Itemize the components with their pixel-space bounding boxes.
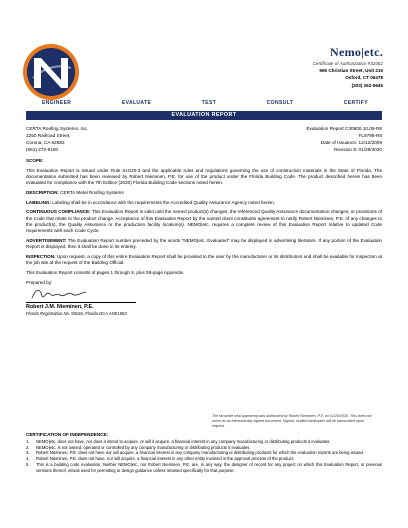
certification-item: 5. This is a building code evaluation. Neither NEMO|etc. nor Robert Nieminen, P.E. are, in any way, the designer of record for any project on which this Evaluation Report, or previous versions thereof, is/was used for permitting or design guidance unless retained specifically for that purpose. (26, 461, 382, 473)
nav-consult: CONSULT (266, 100, 294, 106)
certification-title: CERTIFICATION OF INDEPENDENCE: (26, 432, 109, 437)
continuous-compliance-label: CONTINUOUS COMPLIANCE: (26, 209, 91, 215)
report-body (26, 158, 382, 317)
certification-list (26, 439, 382, 473)
nav-certify: CERTIFY (343, 100, 368, 106)
inspection-label: INSPECTION: (26, 254, 56, 259)
nav-test: TEST (201, 100, 217, 106)
issue-date: Date of Issuance: 12/12/2009 (320, 140, 382, 146)
service-nav (42, 100, 368, 108)
prepared-by-label: Prepared by: (26, 279, 53, 285)
company-tagline: Certificate of Authorization #32062 (312, 61, 383, 66)
signature-area (26, 286, 382, 304)
company-name: Nemo|etc. (330, 45, 383, 59)
signer-license: Florida Registration No. 59166, Florida DCA ANE1983 (26, 311, 127, 316)
certification-item: 1. NEMO|etc. does not have, nor does it intend to acquire, or will it acquire, a financial interest in any company manufacturing or distributing products it evaluates. (26, 439, 331, 444)
manufacturer-city: Corona, CA 92882 (26, 140, 65, 146)
company-contact-block (313, 45, 383, 89)
scope-label: SCOPE: (26, 158, 44, 163)
nemo-logo (21, 42, 81, 102)
labeling-section (26, 200, 382, 206)
signature-line (26, 302, 136, 303)
advertisement-label: ADVERTISEMENT: (26, 238, 67, 243)
nav-evaluate: EVALUATE (121, 100, 152, 106)
report-meta-block (222, 125, 382, 153)
continuous-compliance-text: This Evaluation Report is valid until the named product(s) changes, the referenced Quality Assurance documentation changes, or provisions of the Code that relate to the product change. Acceptance of this Evaluation Report by the named client constitutes agreement to notify Robert Nieminen, P.E. of any changes to the product(s), the Quality Assurance or the production facility location(s). NEMO|etc. requires a complete review of this Evaluation Report relative to updated Code requirements with each Code Cycle. (26, 209, 383, 234)
company-phone: (203) 262-5645 (351, 82, 383, 88)
description-section (26, 190, 382, 196)
manufacturer-block (26, 125, 226, 153)
advertisement-text: The Evaluation Report number preceded by the words "NEMO|etc. Evaluated" may be displayed in advertising literature. If any portion of the Evaluation Report is displayed, then it shall be done in its entirety. (26, 238, 382, 250)
manufacturer-street: 1250 Railroad Street, (26, 133, 71, 139)
certification-item: 4. Robert Nieminen, P.E. does not have, nor will acquire, a financial interest in any other entity involved in the approval process of the product. (26, 456, 295, 462)
pages-note: This Evaluation Report consists of pages 1 through 8, plus 58-page Appendix. (26, 270, 185, 275)
nav-engineer: ENGINEER (42, 100, 72, 106)
company-address-line-2: Oxford, CT 06478 (345, 75, 383, 81)
florida-number: FL9798-R8 (358, 133, 382, 139)
scope-text: This Evaluation Report is issued under Rule 61G20-3 and the applicable rules and regulations governing the use of construction materials in the State of Florida. The documentation submitted has been reviewed by Robert Nieminen, P.E. for use of the product under the Florida Building Code. The product described herein has been evaluated for compliance with the 7th Edition (2020) Florida Building Code sections noted herein. (26, 167, 382, 186)
certification-item: 3. Robert Nieminen, P.E. does not have nor will acquire, a financial interest in any company manufacturing or distributing products for which the evaluation reports are being issued. (26, 450, 364, 456)
company-address-line-1: 965 Christian Street, Unit 215 (319, 68, 383, 74)
signer-name: Robert J.M. Nieminen, P.E. (26, 304, 94, 310)
seal-note: The facsimile seal appearing was authorized by Robert Nieminen, P.E. on 01/29/2020. This does not serve as an electronically signed document. Signed, sealed hardcopies will be transmitted upon request. (212, 414, 372, 429)
manufacturer-phone: (951) 272-8180 (26, 147, 59, 153)
continuous-compliance-section (26, 209, 382, 235)
signature-image (30, 286, 90, 302)
labeling-label: LABELING: (26, 199, 52, 205)
certification-item: 2. NEMO|etc. is not owned, operated or controlled by any company manufacturing or distributing products it evaluates. (26, 444, 251, 450)
manufacturer-name: CERTA Roofing Systems, Inc. (26, 126, 89, 131)
advertisement-section (26, 238, 382, 251)
inspection-section (26, 254, 382, 267)
inspection-text: Upon request, a copy of this entire Evaluation Report shall be provided to the user by the manufacturer or its distributors and shall be available for inspection at the job site at the request of the Building Official. (26, 254, 382, 266)
description-text: CERTA Metal Roofing Systems (60, 190, 124, 195)
revision-date: Revision 8: 01/29/2020 (334, 147, 382, 153)
labeling-text: Labeling shall be in accordance with the requirements the Accredited Quality Assurance Agency noted herein. (52, 199, 275, 205)
report-number: Evaluation Report C30800.10.09-R8 (306, 126, 382, 131)
report-title-banner: EVALUATION REPORT (26, 111, 382, 120)
description-label: DESCRIPTION: (26, 190, 59, 195)
